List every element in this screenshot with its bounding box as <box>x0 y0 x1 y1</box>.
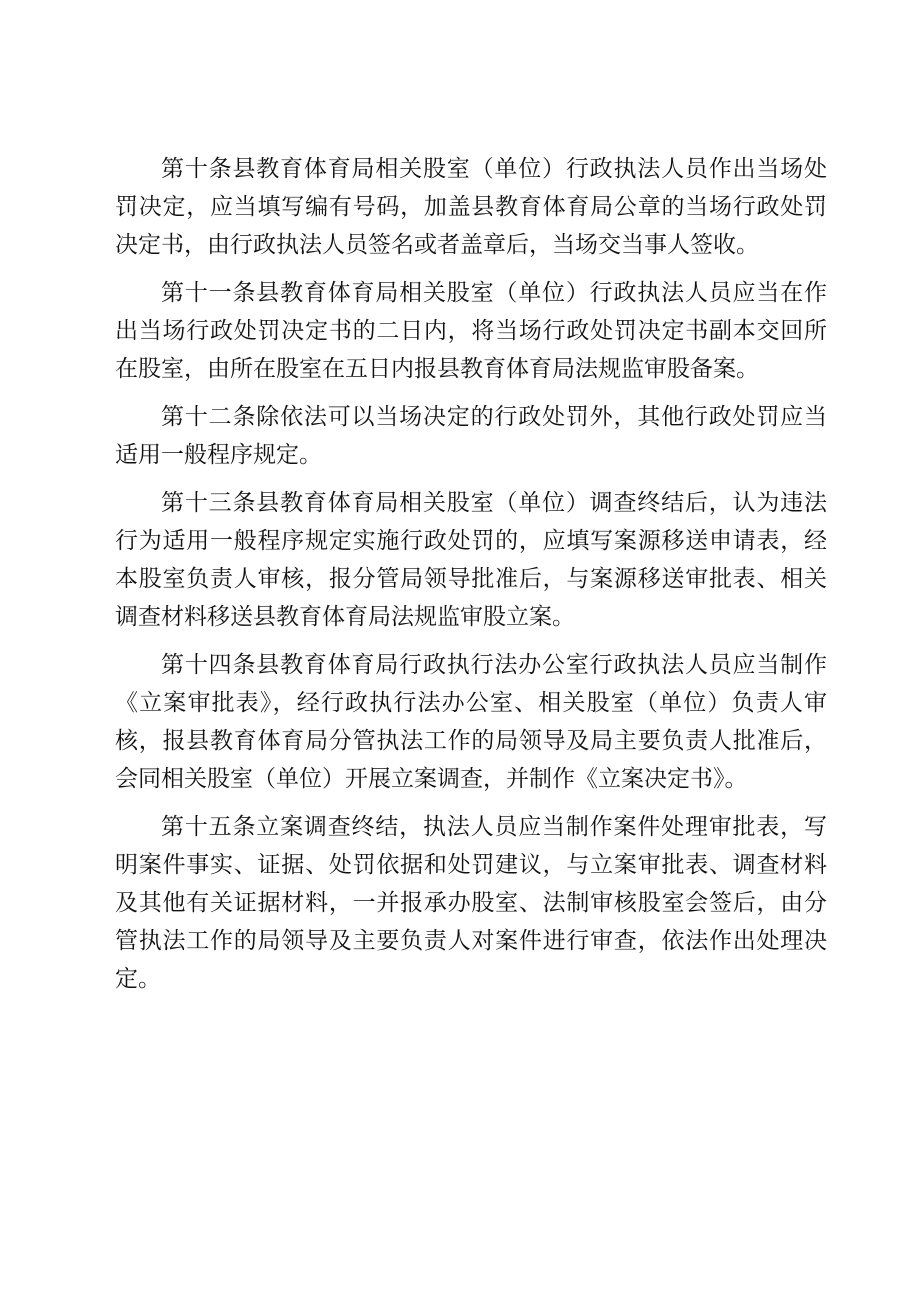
article-15-paragraph: 第十五条立案调查终结，执法人员应当制作案件处理审批表，写明案件事实、证据、处罚依据和处罚建议，与立案审批表、调查材料及其他有关证据材料，一并报承办股室、法制审核股室会签后，由分管执法工作的局领导及主要负责人对案件进行审查，依法作出处理决定。 <box>115 814 827 992</box>
article-10-paragraph: 第十条县教育体育局相关股室（单位）行政执法人员作出当场处罚决定，应当填写编有号码，加盖县教育体育局公章的当场行政处罚决定书，由行政执法人员签名或者盖章后，当场交当事人签收。 <box>115 156 827 258</box>
article-14-paragraph: 第十四条县教育体育局行政执行法办公室行政执法人员应当制作《立案审批表》，经行政执行法办公室、相关股室（单位）负责人审核，报县教育体育局分管执法工作的局领导及局主要负责人批准后，会同相关股室（单位）开展立案调查，并制作《立案决定书》。 <box>115 652 827 792</box>
paragraph-gap <box>115 388 827 398</box>
paragraph-gap <box>115 798 827 808</box>
paragraph-gap <box>115 264 827 274</box>
article-12-paragraph: 第十二条除依法可以当场决定的行政处罚外，其他行政处罚应当适用一般程序规定。 <box>115 404 827 468</box>
paragraph-gap <box>115 636 827 646</box>
article-11-paragraph: 第十一条县教育体育局相关股室（单位）行政执法人员应当在作出当场行政处罚决定书的二日内，将当场行政处罚决定书副本交回所在股室，由所在股室在五日内报县教育体育局法规监审股备案。 <box>115 280 827 382</box>
paragraph-gap <box>115 474 827 484</box>
article-13-paragraph: 第十三条县教育体育局相关股室（单位）调查终结后，认为违法行为适用一般程序规定实施行政处罚的，应填写案源移送申请表，经本股室负责人审核，报分管局领导批准后，与案源移送审批表、相关调查材料移送县教育体育局法规监审股立案。 <box>115 490 827 630</box>
document-body <box>115 150 827 998</box>
